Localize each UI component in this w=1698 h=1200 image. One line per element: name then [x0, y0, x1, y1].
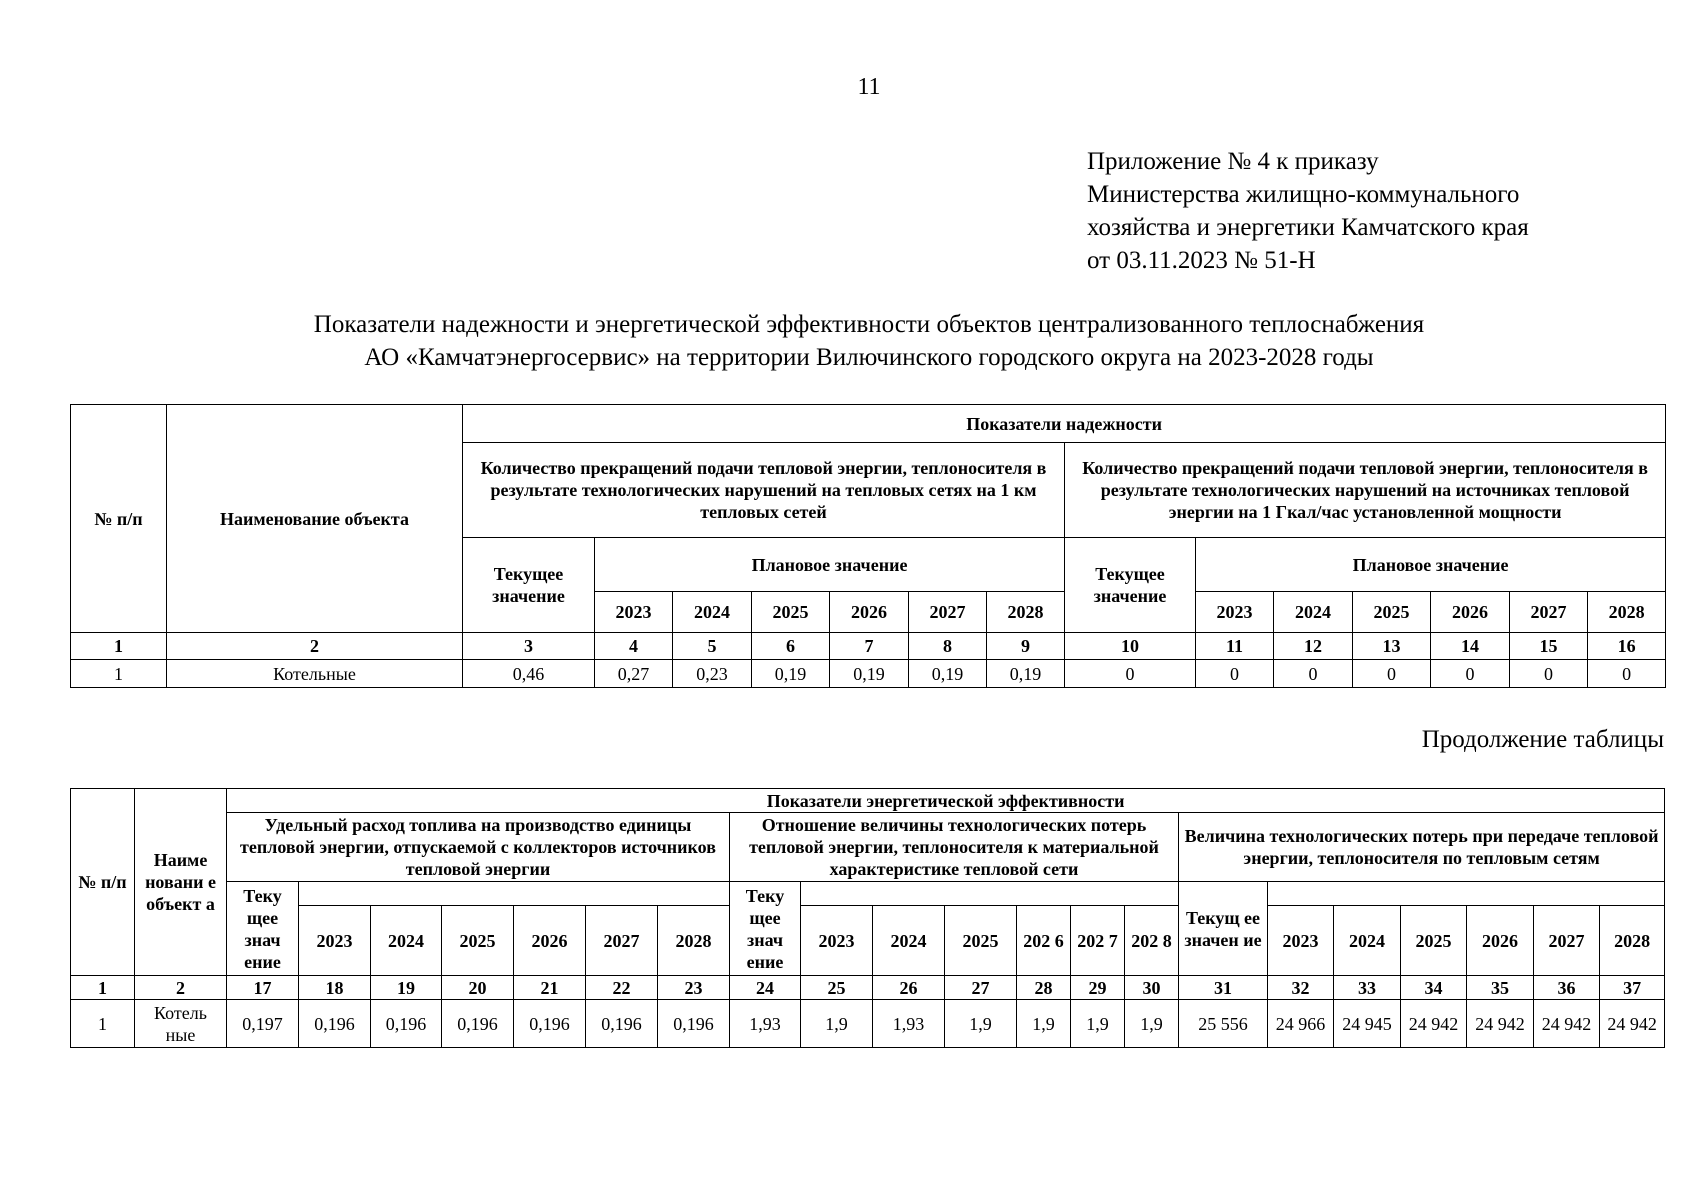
header-current-value: Текущ ее значен ие [1179, 882, 1268, 976]
header-year: 2026 [830, 592, 909, 633]
header-year: 2024 [1274, 592, 1353, 633]
column-number: 26 [873, 976, 945, 1000]
header-year: 2028 [658, 906, 730, 976]
header-year: 2027 [909, 592, 987, 633]
header-year: 2027 [1510, 592, 1588, 633]
header-year: 2025 [752, 592, 830, 633]
header-current-value: Теку щее знач ение [227, 882, 299, 976]
cell: 0,46 [463, 660, 595, 688]
cell: 0 [1431, 660, 1510, 688]
column-number: 13 [1353, 633, 1431, 660]
column-number: 22 [586, 976, 658, 1000]
header-year: 2026 [1431, 592, 1510, 633]
header-year: 2026 [514, 906, 586, 976]
table-row [71, 660, 1666, 688]
cell: 0 [1510, 660, 1588, 688]
header-network-failures: Количество прекращений подачи тепловой энергии, теплоносителя в результате технологических нарушений на тепловых сетях на 1 км тепловых сетей [463, 443, 1065, 538]
column-number: 24 [730, 976, 801, 1000]
header-year: 2027 [586, 906, 658, 976]
cell: 1,9 [1017, 1000, 1071, 1048]
cell: 0 [1196, 660, 1274, 688]
header-fuel-consumption: Удельный расход топлива на производство единицы тепловой энергии, отпускаемой с коллекторов источников тепловой энергии [227, 813, 730, 882]
column-number: 37 [1600, 976, 1665, 1000]
header-year: 2024 [1334, 906, 1401, 976]
header-year: 2023 [1196, 592, 1274, 633]
cell: 0,19 [752, 660, 830, 688]
cell: Котельные [167, 660, 463, 688]
header-year: 202 8 [1125, 906, 1179, 976]
header-year: 2023 [1268, 906, 1334, 976]
header-object-name: Наиме новани е объект а [135, 789, 227, 976]
header-year: 2024 [873, 906, 945, 976]
column-number: 10 [1065, 633, 1196, 660]
continuation-label: Продолжение таблицы [1421, 726, 1664, 753]
column-number: 11 [1196, 633, 1274, 660]
header-year: 2023 [595, 592, 673, 633]
cell: 24 942 [1534, 1000, 1600, 1048]
cell: 1,9 [1071, 1000, 1125, 1048]
column-number: 36 [1534, 976, 1600, 1000]
header-year: 2024 [371, 906, 442, 976]
cell: 24 942 [1467, 1000, 1534, 1048]
header-loss-ratio: Отношение величины технологических потерь тепловой энергии, теплоносителя к материальной характеристике тепловой сети [730, 813, 1179, 882]
column-number: 23 [658, 976, 730, 1000]
header-current-value: Теку щее знач ение [730, 882, 801, 976]
cell: 0,196 [442, 1000, 514, 1048]
header-year: 2028 [1600, 906, 1665, 976]
cell: 0 [1065, 660, 1196, 688]
column-number: 28 [1017, 976, 1071, 1000]
column-number-row [71, 976, 1665, 1000]
header-year: 2028 [1588, 592, 1666, 633]
column-number: 9 [987, 633, 1065, 660]
cell: 0 [1274, 660, 1353, 688]
column-number: 27 [945, 976, 1017, 1000]
column-number: 15 [1510, 633, 1588, 660]
cell: 1,93 [730, 1000, 801, 1048]
header-planned-empty [299, 882, 730, 906]
column-number: 31 [1179, 976, 1268, 1000]
header-current-value: Текущее значение [463, 538, 595, 633]
column-number: 32 [1268, 976, 1334, 1000]
cell: 0,19 [830, 660, 909, 688]
column-number: 14 [1431, 633, 1510, 660]
column-number: 2 [135, 976, 227, 1000]
appendix-line: от 03.11.2023 № 51-Н [1087, 247, 1316, 274]
column-number: 2 [167, 633, 463, 660]
appendix-line: хозяйства и энергетики Камчатского края [1087, 214, 1529, 241]
column-number: 33 [1334, 976, 1401, 1000]
cell: 0,196 [371, 1000, 442, 1048]
cell: 24 942 [1401, 1000, 1467, 1048]
header-year: 2027 [1534, 906, 1600, 976]
column-number: 34 [1401, 976, 1467, 1000]
cell: 0,196 [299, 1000, 371, 1048]
column-number: 25 [801, 976, 873, 1000]
cell: 24 945 [1334, 1000, 1401, 1048]
header-object-name: Наименование объекта [167, 405, 463, 633]
title-line: Показатели надежности и энергетической эффективности объектов централизованного теплоснабжения [313, 311, 1425, 338]
header-technological-losses: Величина технологических потерь при передаче тепловой энергии, теплоносителя по тепловым сетям [1179, 813, 1665, 882]
column-number: 21 [514, 976, 586, 1000]
cell: 24 942 [1600, 1000, 1665, 1048]
header-planned-value: Плановое значение [1196, 538, 1666, 592]
header-current-value: Текущее значение [1065, 538, 1196, 633]
cell: 0,19 [909, 660, 987, 688]
column-number: 7 [830, 633, 909, 660]
column-number: 1 [71, 976, 135, 1000]
header-year: 2024 [673, 592, 752, 633]
cell: 1 [71, 660, 167, 688]
cell: 25 556 [1179, 1000, 1268, 1048]
document-title [0, 308, 1698, 374]
cell: 0 [1353, 660, 1431, 688]
header-num: № п/п [71, 789, 135, 976]
appendix-line: Приложение № 4 к приказу [1087, 148, 1379, 175]
column-number: 35 [1467, 976, 1534, 1000]
header-source-failures: Количество прекращений подачи тепловой энергии, теплоносителя в результате технологических нарушений на источниках тепловой энергии на 1 Гкал/час установленной мощности [1065, 443, 1666, 538]
cell: 1,9 [801, 1000, 873, 1048]
column-number-row [71, 633, 1666, 660]
cell: 0,19 [987, 660, 1065, 688]
column-number: 17 [227, 976, 299, 1000]
header-efficiency-group: Показатели энергетической эффективности [227, 789, 1665, 813]
column-number: 4 [595, 633, 673, 660]
column-number: 8 [909, 633, 987, 660]
header-reliability-group: Показатели надежности [463, 405, 1666, 443]
header-year: 2025 [442, 906, 514, 976]
header-year: 2025 [945, 906, 1017, 976]
appendix-block [1087, 145, 1529, 277]
column-number: 1 [71, 633, 167, 660]
column-number: 18 [299, 976, 371, 1000]
column-number: 20 [442, 976, 514, 1000]
column-number: 12 [1274, 633, 1353, 660]
cell: 0,23 [673, 660, 752, 688]
column-number: 5 [673, 633, 752, 660]
cell: Котель ные [135, 1000, 227, 1048]
cell: 0 [1588, 660, 1666, 688]
header-year: 2028 [987, 592, 1065, 633]
column-number: 29 [1071, 976, 1125, 1000]
header-year: 2025 [1353, 592, 1431, 633]
cell: 1,93 [873, 1000, 945, 1048]
header-planned-value: Плановое значение [595, 538, 1065, 592]
header-year: 202 6 [1017, 906, 1071, 976]
cell: 0,197 [227, 1000, 299, 1048]
cell: 1 [71, 1000, 135, 1048]
table-row [71, 1000, 1665, 1048]
header-num: № п/п [71, 405, 167, 633]
cell: 24 966 [1268, 1000, 1334, 1048]
cell: 1,9 [1125, 1000, 1179, 1048]
column-number: 19 [371, 976, 442, 1000]
column-number: 16 [1588, 633, 1666, 660]
header-year: 2023 [801, 906, 873, 976]
appendix-line: Министерства жилищно-коммунального [1087, 181, 1520, 208]
cell: 0,196 [514, 1000, 586, 1048]
reliability-table [70, 404, 1666, 688]
efficiency-table [70, 788, 1665, 1048]
title-line: АО «Камчатэнергосервис» на территории Вилючинского городского округа на 2023-2028 годы [364, 344, 1374, 371]
header-year: 2026 [1467, 906, 1534, 976]
header-year: 2025 [1401, 906, 1467, 976]
cell: 0,196 [658, 1000, 730, 1048]
header-planned-empty [1268, 882, 1665, 906]
page-number: 11 [857, 74, 881, 100]
column-number: 6 [752, 633, 830, 660]
header-planned-empty [801, 882, 1179, 906]
column-number: 3 [463, 633, 595, 660]
cell: 0,27 [595, 660, 673, 688]
cell: 1,9 [945, 1000, 1017, 1048]
cell: 0,196 [586, 1000, 658, 1048]
column-number: 30 [1125, 976, 1179, 1000]
header-year: 2023 [299, 906, 371, 976]
header-year: 202 7 [1071, 906, 1125, 976]
